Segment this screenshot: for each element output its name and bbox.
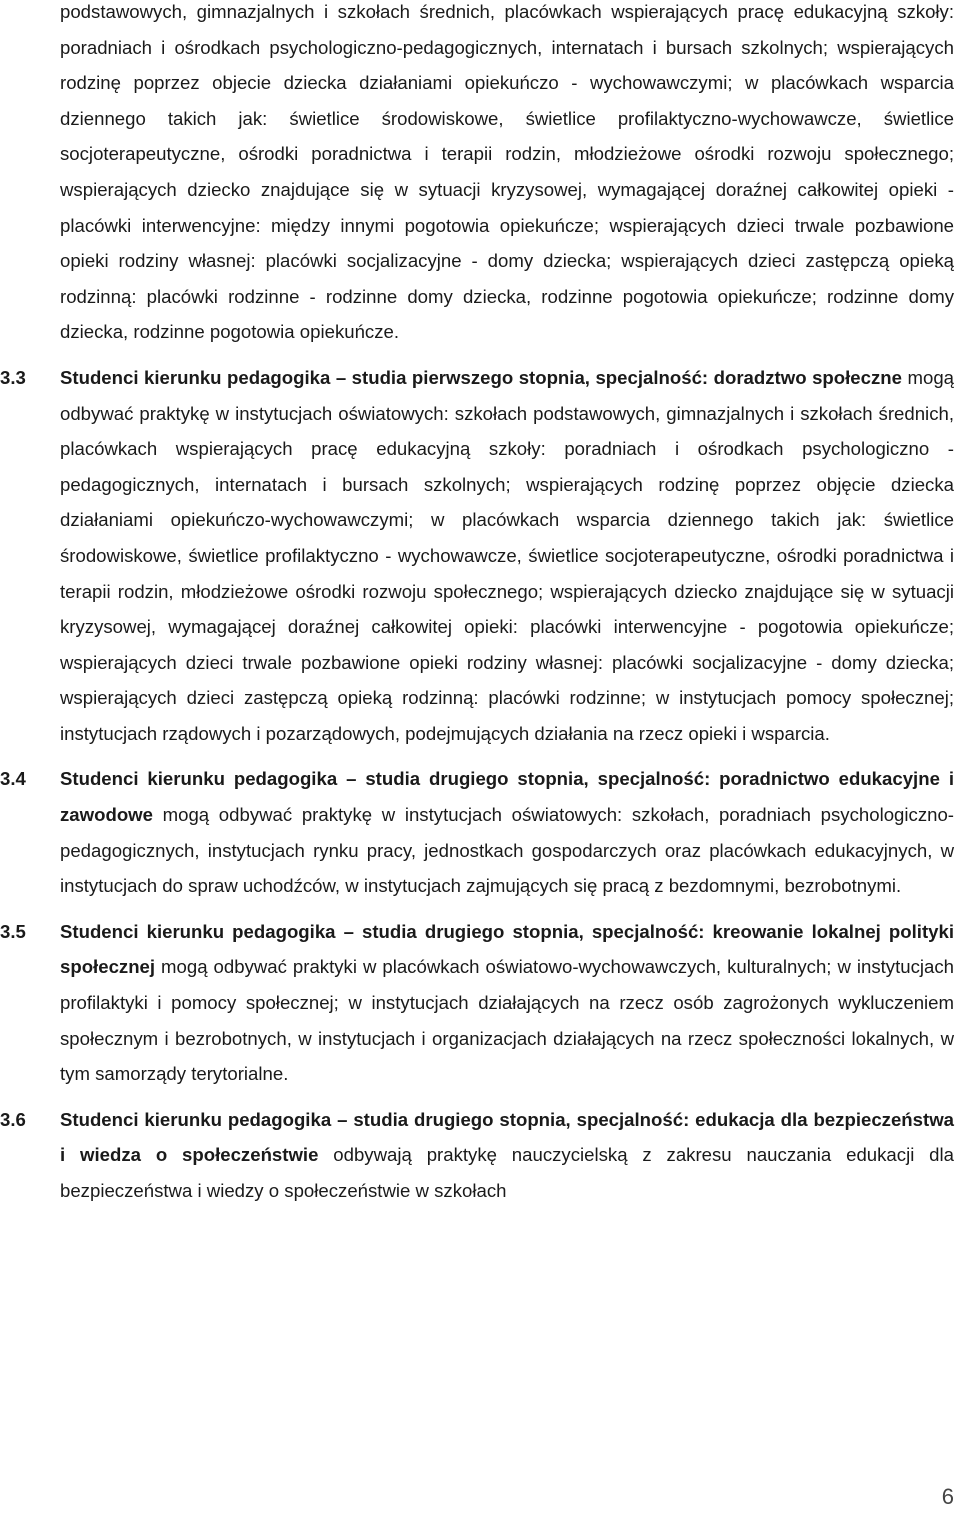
section-body: odbywają praktykę nauczycielską z zakresu nauczania edukacji dla bezpieczeństwa i wiedzy o społeczeństwie w szkołach [60,1144,954,1201]
section-number: 3.6 [0,1108,26,1130]
section-number: 3.5 [0,920,26,942]
section-body: mogą odbywać praktykę w instytucjach oświatowych: szkołach podstawowych, gimnazjalnych i szkołach średnich, placówkach wspierających pracę edukacyjną szkoły: poradniach i ośrodkach psychologiczno - pedagogicznych, internatach i bursach szkolnych; wspierających rodzinę poprzez objęcie dziecka działaniami opiekuńczo-wychowawczymi; w placówkach wsparcia dziennego takich jak: świetlice środowiskowe, świetlice profilaktyczno - wychowawcze, świetlice socjoterapeutyczne, ośrodki poradnictwa i terapii rodzin, młodzieżowe ośrodki rozwoju społecznego; wspierających dziecko znajdujące się w sytuacji kryzysowej, wymagającej doraźnej całkowitej opieki: placówki interwencyjne - pogotowia opiekuńcze; wspierających dzieci trwale pozbawione opieki rodziny własnej: placówki socjalizacyjne - domy dziecka; wspierających dzieci zastępczą opieką rodzinną: placówki rodzinne; w instytucjach pomocy społecznej; instytucjach rządowych i pozarządowych, podejmujących działania na rzecz opieki i wsparcia. [60,366,954,744]
section-lead: Studenci kierunku pedagogika – studia drugiego stopnia, specjalność: kreowanie lokalnej polityki społecznej [60,920,954,978]
section-number: 3.3 [0,366,26,388]
section-body: mogą odbywać praktyki w placówkach oświatowo-wychowawczych, kulturalnych; w instytucjach profilaktyki i pomocy społecznej; w instytucjach działających na rzecz osób zagrożonych wykluczeniem społecznym i bezrobotnych, w instytucjach i organizacjach działających na rzecz społeczności lokalnych, w tym samorządy terytorialne. [60,956,954,1085]
section-paragraph [60,761,954,903]
section-lead: Studenci kierunku pedagogika – studia pierwszego stopnia, specjalność: doradztwo społeczne [60,366,902,388]
section-paragraph [60,914,954,1092]
section-paragraph [60,360,954,752]
section-lead: Studenci kierunku pedagogika – studia drugiego stopnia, specjalność: edukacja dla bezpieczeństwa i wiedza o społeczeństwie [60,1108,954,1166]
section-3-3 [0,360,954,752]
section-3-6 [0,1102,954,1209]
section-number: 3.4 [0,768,26,790]
page-number: 6 [941,1484,954,1509]
continuation-paragraph: podstawowych, gimnazjalnych i szkołach średnich, placówkach wspierających pracę edukacyjną szkoły: poradniach i ośrodkach psychologiczno-pedagogicznych, internatach i bursach szkolnych; wspierających rodzinę poprzez objecie dziecka działaniami opiekuńczo - wychowawczymi; w placówkach wsparcia dziennego takich jak: świetlice środowiskowe, świetlice profilaktyczno-wychowawcze, świetlice socjoterapeutyczne, ośrodki poradnictwa i terapii rodzin, młodzieżowe ośrodki rozwoju społecznego; wspierających dziecko znajdujące się w sytuacji kryzysowej, wymagającej doraźnej całkowitej opieki - placówki interwencyjne: między innymi pogotowia opiekuńcze; wspierających dzieci trwale pozbawione opieki rodziny własnej: placówki socjalizacyjne - domy dziecka; wspierających dzieci zastępczą opieką rodzinną: placówki rodzinne - rodzinne domy dziecka, rodzinne pogotowia opiekuńcze; rodzinne domy dziecka, rodzinne pogotowia opiekuńcze. [60,1,954,343]
section-paragraph [60,1102,954,1209]
section-body: mogą odbywać praktykę w instytucjach oświatowych: szkołach, poradniach psychologiczno-pedagogicznych, instytucjach rynku pracy, jednostkach gospodarczych oraz placówkach edukacyjnych, w instytucjach do spraw uchodźców, w instytucjach zajmujących się pracą z bezdomnymi, bezrobotnymi. [60,804,954,897]
section-lead: Studenci kierunku pedagogika – studia drugiego stopnia, specjalność: poradnictwo edukacyjne i zawodowe [60,768,954,826]
section-3-4 [0,761,954,903]
section-3-5 [0,914,954,1092]
